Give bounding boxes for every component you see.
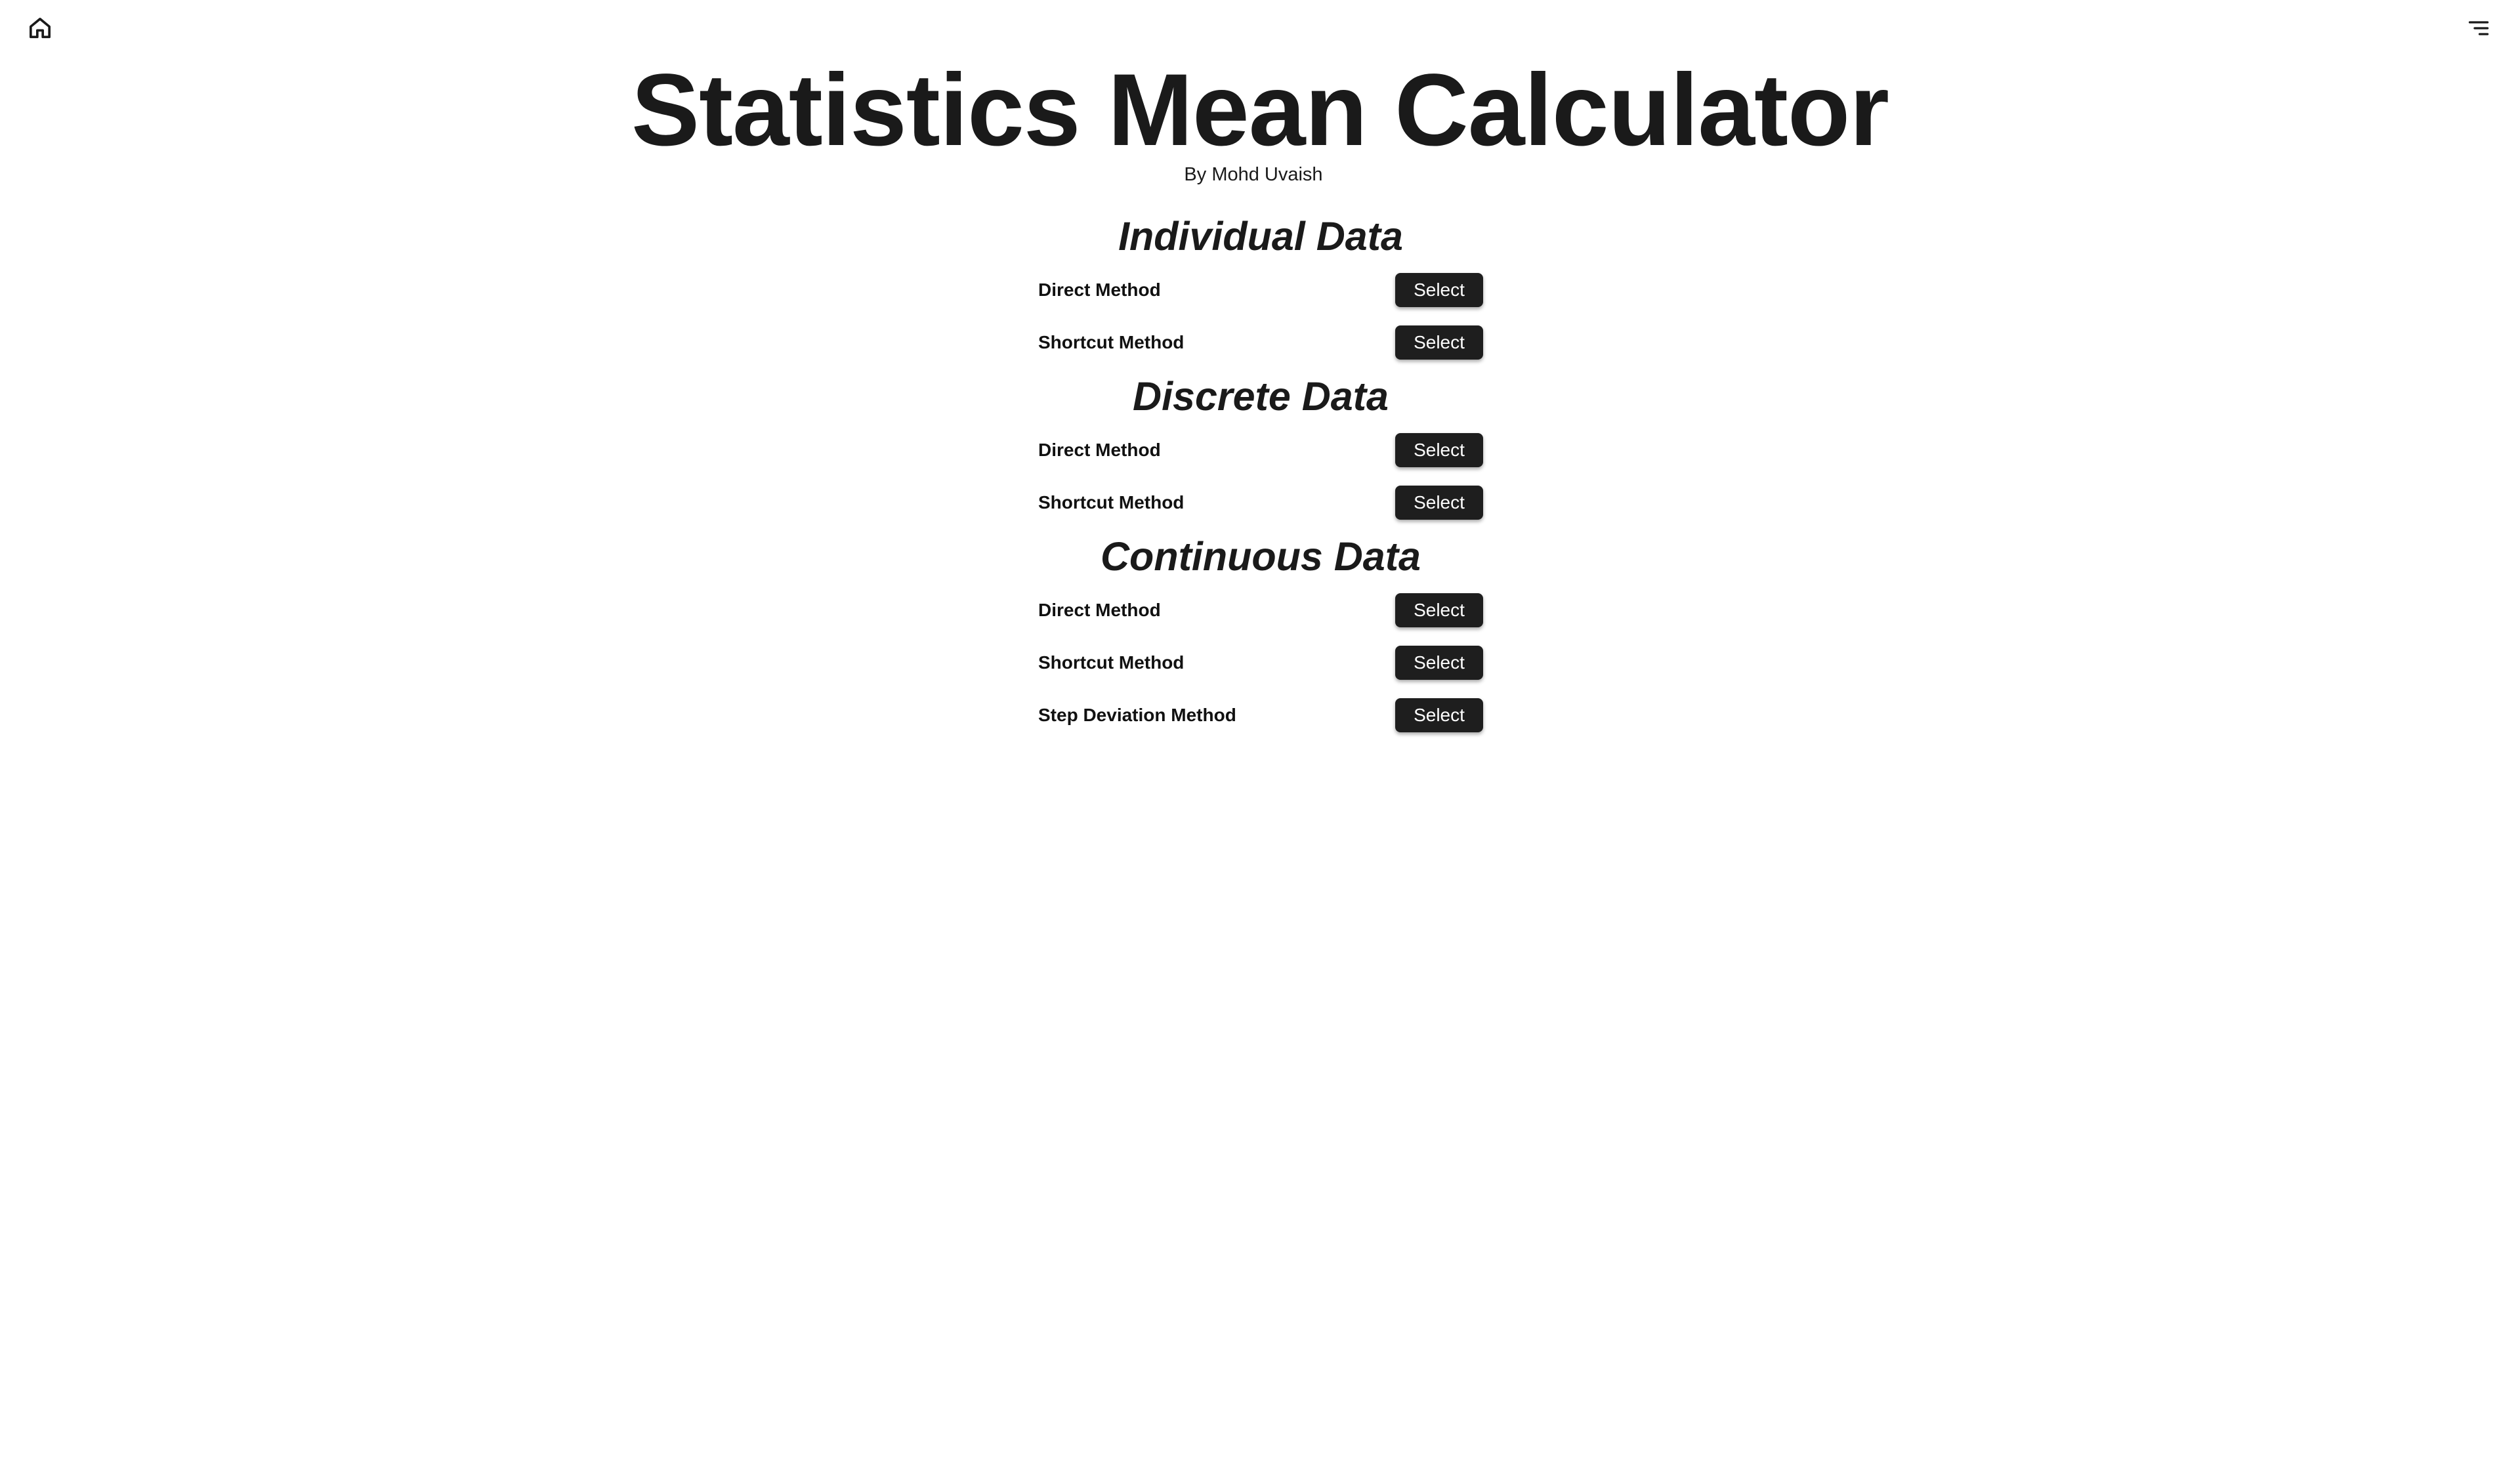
select-button[interactable]: Select <box>1395 593 1483 627</box>
select-button[interactable]: Select <box>1395 698 1483 732</box>
section-continuous-data <box>1038 529 1483 742</box>
method-label: Step Deviation Method <box>1038 705 1236 725</box>
page-title: Statistics Mean Calculator <box>631 53 1889 167</box>
method-label: Direct Method <box>1038 280 1161 300</box>
author-byline: By Mohd Uvaish <box>1184 164 1323 185</box>
section-heading: Continuous Data <box>1101 534 1421 579</box>
select-button[interactable]: Select <box>1395 433 1483 467</box>
select-button[interactable]: Select <box>1395 325 1483 360</box>
method-row <box>1038 689 1483 742</box>
method-row <box>1038 637 1483 689</box>
select-button[interactable]: Select <box>1395 486 1483 520</box>
method-label: Direct Method <box>1038 600 1161 620</box>
section-heading: Discrete Data <box>1133 374 1389 419</box>
home-button[interactable] <box>26 14 54 42</box>
method-label: Direct Method <box>1038 440 1161 460</box>
method-label: Shortcut Method <box>1038 492 1185 512</box>
method-label: Shortcut Method <box>1038 652 1185 673</box>
method-row <box>1038 476 1483 529</box>
section-heading: Individual Data <box>1118 214 1403 259</box>
menu-button[interactable] <box>2465 14 2492 42</box>
select-button[interactable]: Select <box>1395 646 1483 680</box>
method-sections <box>1038 209 1483 742</box>
method-row <box>1038 316 1483 369</box>
method-row <box>1038 264 1483 316</box>
menu-icon <box>2467 18 2490 38</box>
method-row <box>1038 584 1483 637</box>
select-button[interactable]: Select <box>1395 273 1483 307</box>
section-individual-data <box>1038 209 1483 369</box>
method-label: Shortcut Method <box>1038 332 1185 352</box>
section-discrete-data <box>1038 369 1483 529</box>
method-row <box>1038 424 1483 476</box>
home-icon <box>27 15 53 41</box>
